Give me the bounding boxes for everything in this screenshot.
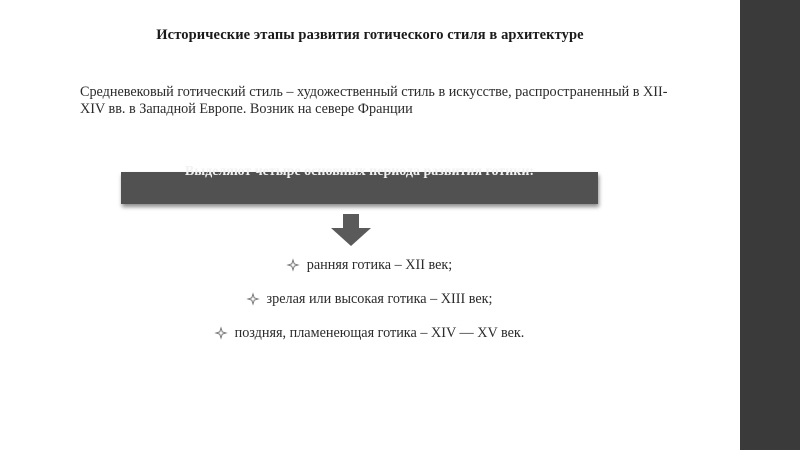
period-late: поздняя, пламенеющая готика – XIV — XV век.	[234, 325, 525, 341]
slide-title: Исторические этапы развития готического стиля в архитектуре	[156, 27, 584, 43]
period-early: ранняя готика – XII век;	[306, 257, 453, 273]
period-high: зрелая или высокая готика – XIII век;	[266, 291, 493, 307]
periods-list	[0, 252, 740, 354]
diamond-bullet-icon	[248, 294, 258, 304]
list-item	[0, 252, 740, 286]
diamond-bullet-icon	[288, 260, 298, 270]
periods-banner	[121, 164, 598, 204]
periods-banner-text: Выделяют четыре основных периода развития готики:	[184, 164, 535, 179]
intro-paragraph: Средневековый готический стиль – художественный стиль в искусстве, распространенный в XII-XIV вв. в Западной Европе. Возник на севере Франции	[80, 84, 668, 117]
list-item	[0, 286, 740, 320]
list-item	[0, 320, 740, 354]
down-arrow-icon	[331, 214, 371, 246]
right-side-band	[740, 0, 800, 450]
diamond-bullet-icon	[216, 328, 226, 338]
